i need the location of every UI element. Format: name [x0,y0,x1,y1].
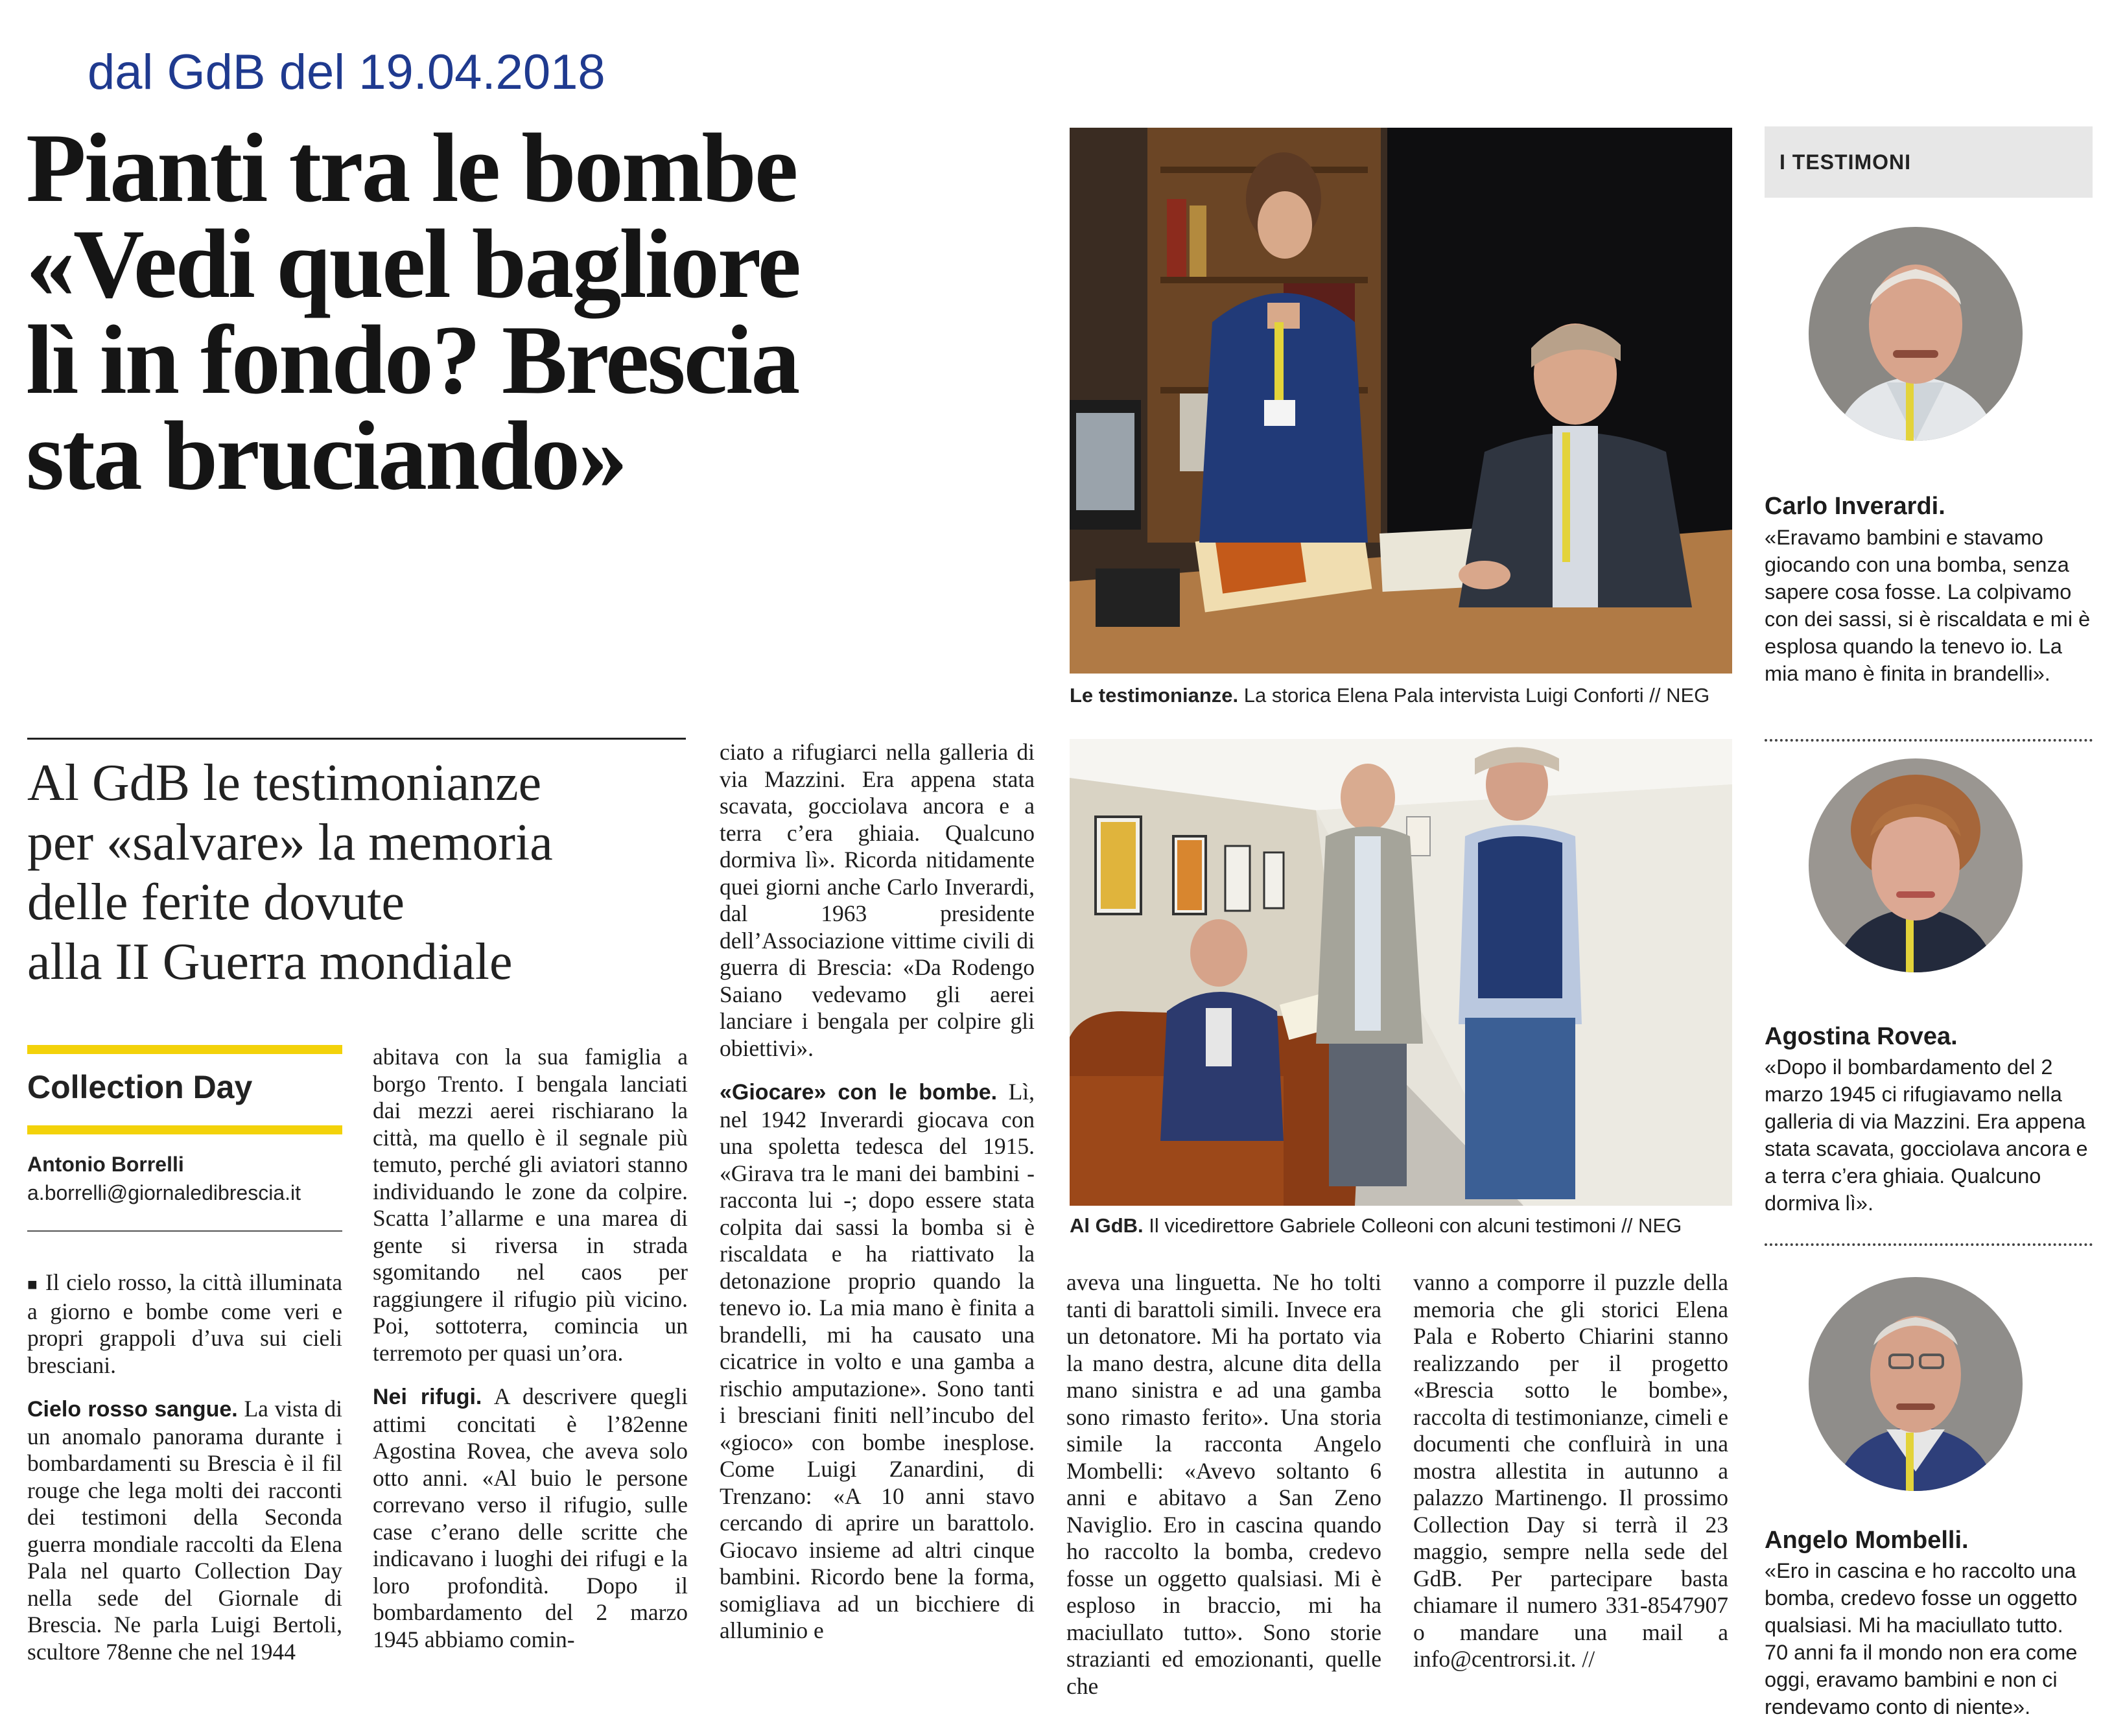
paragraph-mark-icon: ■ [27,1275,39,1294]
witness-name: Carlo Inverardi. [1765,493,1945,520]
paragraph-lead: «Giocare» con le bombe. [720,1080,998,1105]
paragraph-text: Il cielo rosso, la città illuminata a giorno e bombe come veri e propri grappoli d’uva sui cieli bresciani. [27,1269,342,1378]
article-column-5 [1413,1269,1728,1673]
paragraph-text: abitava con la sua famiglia a borgo Trento. I bengala lanciati dai mezzi aerei rischiarano la città, ma quello è il segnale più temuto, perché gli aviatori stanno individuando le zone da colpire. Scatta l’allarme e una marea di gente si riversa in strada sgomitando nel caos per raggiungere il rifugio più vicino. Poi, sottoterra, comincia un terremoto per quasi un’ora. [373,1044,688,1366]
photo-credit: // NEG [1621,1214,1682,1237]
paragraph-text: vanno a comporre il puzzle della memoria che gli storici Elena Pala e Roberto Chiarini stanno realizzando per il progetto «Brescia sotto le bombe», raccolta di testimonianze, cimeli e documenti che confluirà in una mostra allestita in autunno a palazzo Martinengo. Il prossimo Collection Day si terrà il 23 maggio, sempre nella sede del GdB. Per partecipare basta chiamare il numero 331-8547907 o mandare una mail a info@centrorsi.it. // [1413,1269,1728,1672]
witness-portrait-agostina-rovea [1809,758,2023,972]
rubric-bar-top [27,1045,342,1054]
witness-quote: «Ero in cascina e ho raccolto una bomba, credevo fosse un oggetto qualsiasi. Mi ha maciullato tutto. 70 anni fa il mondo non era come oggi, eravamo bambini e non ci rendevamo conto di niente». [1765,1559,2078,1718]
source-date: dal GdB del 19.04.2018 [88,45,605,100]
photo-caption [1070,684,1709,707]
witness-portrait-carlo-inverardi [1809,227,2023,441]
photo-caption-text: La storica Elena Pala intervista Luigi Conforti [1243,684,1644,707]
subheadline-line: per «salvare» la memoria [27,814,553,871]
photo-caption-lead: Le testimonianze. [1070,684,1239,707]
subheadline-line: alla II Guerra mondiale [27,933,513,991]
paragraph-text: La vista di un anomalo panorama durante i bombardamenti su Brescia è il fil rouge che lega molti dei racconti dei testimoni della Seconda guerra mondiale raccolti da Elena Pala nel quarto Collection Day nella sede del Giornale di Brescia. Ne parla Luigi Bertoli, scultore 78enne che nel 1944 [27,1396,343,1665]
avatar [1809,1277,2023,1491]
headline-line: Pianti tra le bombe [26,113,797,222]
article-column-1 [27,1269,342,1665]
witness-portrait-angelo-mombelli [1809,1277,2023,1491]
avatar [1809,227,2023,441]
headline-line: sta bruciando» [26,401,626,510]
photo-meeting-illustration [1070,739,1732,1206]
subheadline-rule [27,738,686,740]
article-paragraph [1066,1269,1381,1700]
photo-caption [1070,1214,1682,1237]
witnesses-title: I TESTIMONI [1779,150,1911,174]
witness-divider [1765,1243,2093,1246]
paragraph-lead: Cielo rosso sangue. [27,1397,238,1422]
article-paragraph [720,1079,1035,1645]
avatar [1809,758,2023,972]
subheadline-line: Al GdB le testimonianze [27,755,542,812]
headline [26,113,1037,510]
byline-email[interactable]: a.borrelli@giornaledibrescia.it [27,1181,301,1204]
article-paragraph [720,739,1035,1062]
article-column-2 [373,1044,688,1653]
article-column-3 [720,739,1035,1645]
byline-author: Antonio Borrelli [27,1153,184,1176]
paragraph-text: A descrivere quegli attimi concitati è l’82enne Agostina Rovea, che aveva solo otto anni. «Al buio le persone correvano verso il rifugio, sulle case c’erano delle scritte che indicavano i luoghi dei rifugi e la loro profondità. Dopo il bombardamento del 2 marzo 1945 abbiamo comin- [373,1383,688,1652]
headline-line: «Vedi quel bagliore [26,209,799,318]
subheadline [27,753,695,992]
article-paragraph [27,1396,342,1665]
photo-meeting [1070,739,1732,1206]
photo-interview-illustration [1070,128,1732,674]
witness-name: Angelo Mombelli. [1765,1527,1969,1554]
witness-divider [1765,739,2093,742]
rubric-bar-bottom [27,1125,342,1134]
byline-rule [27,1230,342,1232]
witness-name: Agostina Rovea. [1765,1023,1958,1050]
headline-line: lì in fondo? Brescia [26,305,799,414]
photo-caption-lead: Al GdB. [1070,1214,1144,1237]
paragraph-text: ciato a rifugiarci nella galleria di via Mazzini. Era appena stata scavata, gocciolava ancora e a terra c’era ghiaia. Qualcuno dormiva lì». Ricorda nitidamente quei giorni anche Carlo Inverardi, dal 1963 presidente dell’Associazione vittime civili di guerra di Brescia: «Da Rodengo Saiano vedevamo gli aerei lanciare i bengala per colpire gli obiettivi». [720,739,1035,1061]
article-column-4 [1066,1269,1381,1700]
witness-quote: «Eravamo bambini e stavamo giocando con una bomba, senza sapere cosa fosse. La colpivamo con dei sassi, si è riscaldata e mi è esplosa quando la tenevo io. La mia mano è finita in brandelli». [1765,526,2091,685]
rubric-label: Collection Day [27,1069,253,1105]
photo-credit: // NEG [1649,684,1710,707]
photo-interview [1070,128,1732,674]
article-paragraph [1413,1269,1728,1673]
article-paragraph [373,1044,688,1367]
paragraph-text: Lì, nel 1942 Inverardi giocava con una spoletta tedesca del 1915. «Girava tra le mani dei bambini - racconta lui -; dopo essere stata colpita dai sassi la bomba si è riscaldata e ha riattivato la detonazione proprio quando la tenevo io. La mia mano è finita a brandelli, mi ha causato una cicatrice in volto e una gamba a rischio amputazione». Sono tanti i bresciani finiti nell’incubo del «gioco» con bombe inesplose. Come Luigi Zanardini, di Trenzano: «A 10 anni stavo cercando di aprire un barattolo. Giocavo insieme ad altri cinque bambini. Ricordo bene la forma, somigliava ad un bicchiere di alluminio e [720,1079,1035,1643]
paragraph-text: aveva una linguetta. Ne ho tolti tanti di barattoli simili. Invece era un detonatore. Mi ha portato via la mano destra, alcune dita della mano sinistra e ad una gamba sono rimasto ferito». Una storia simile la racconta Angelo Mombelli: «Avevo soltanto 6 anni e abitavo a San Zeno Naviglio. Ero in cascina quando ho raccolto la bomba, credevo fosse un oggetto qualsiasi. Mi è esploso in braccio, mi ha maciullato tutto». Sono storie strazianti ed emozionanti, quelle che [1066,1269,1381,1699]
subheadline-line: delle ferite dovute [27,874,405,931]
paragraph-lead: Nei rifugi. [373,1385,482,1409]
photo-caption-text: Il vicedirettore Gabriele Colleoni con alcuni testimoni [1149,1214,1616,1237]
witness-quote: «Dopo il bombardamento del 2 marzo 1945 ci rifugiavamo nella galleria di via Mazzini. Era appena stata scavata, gocciolava ancora e a terra c’era ghiaia. Qualcuno dormiva lì». [1765,1055,2088,1215]
article-paragraph [373,1383,688,1653]
article-paragraph [27,1269,342,1379]
